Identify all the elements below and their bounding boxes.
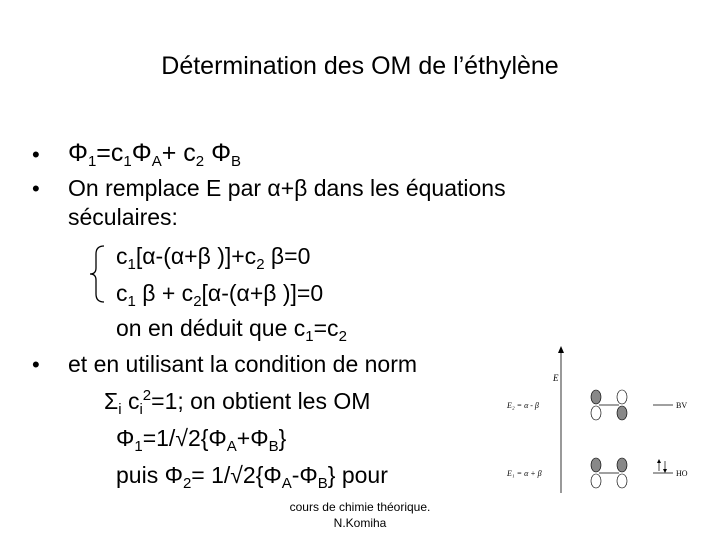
system-brace: [88, 244, 108, 304]
text-line-7: et en utilisant la condition de norm: [68, 351, 418, 377]
equation-2: $c_1$ $\beta + c_2[\alpha-(\alpha+\beta$ )]=0: [116, 280, 324, 310]
text-line-9: $\Phi_1=1/√2\{\Phi_A+\Phi_B\}$: [116, 425, 287, 455]
text-line-10: puis $\Phi_2= 1/√2\{\Phi_A-\Phi_B\}$ pour: [116, 462, 388, 492]
text-line-3: séculaires:: [68, 204, 178, 230]
level-bottom-label: E₁ = α + β: [507, 469, 542, 478]
bonding-orbital: [591, 458, 627, 488]
footer-credit: [260, 499, 460, 531]
mo-diagram: [493, 345, 718, 495]
formula-phi1: $\Phi_1=c_1\Phi_A+ c_2$ $\Phi_B$: [68, 139, 242, 170]
footer-line-2: N.Komiha: [333, 516, 387, 530]
bullet-2: •: [32, 176, 40, 201]
bullet-1: •: [32, 142, 40, 167]
footer-line-1: cours de chimie théorique.: [289, 500, 431, 514]
energy-axis-label: E: [553, 373, 559, 383]
level-bv-label: BV: [676, 401, 688, 410]
level-ho-label: HO: [676, 469, 688, 478]
slide-title: Détermination des OM de l’éthylène: [161, 52, 559, 80]
equation-1: $c_1[\alpha-(\alpha+\beta$ )]$+c_2$ β=0: [116, 243, 311, 273]
text-line-2: On remplace E par α+β dans les équations: [68, 175, 506, 201]
antibonding-orbital: [591, 390, 627, 420]
level-top-label: E₂ = α - β: [507, 401, 539, 410]
text-line-6: on en déduit que $c_1=c_2$: [116, 315, 347, 345]
text-line-8: $\Sigma_i$ $c_i^2=1$; on obtient les OM: [104, 387, 371, 418]
bullet-3: •: [32, 352, 40, 377]
energy-axis-arrow: [558, 346, 564, 353]
